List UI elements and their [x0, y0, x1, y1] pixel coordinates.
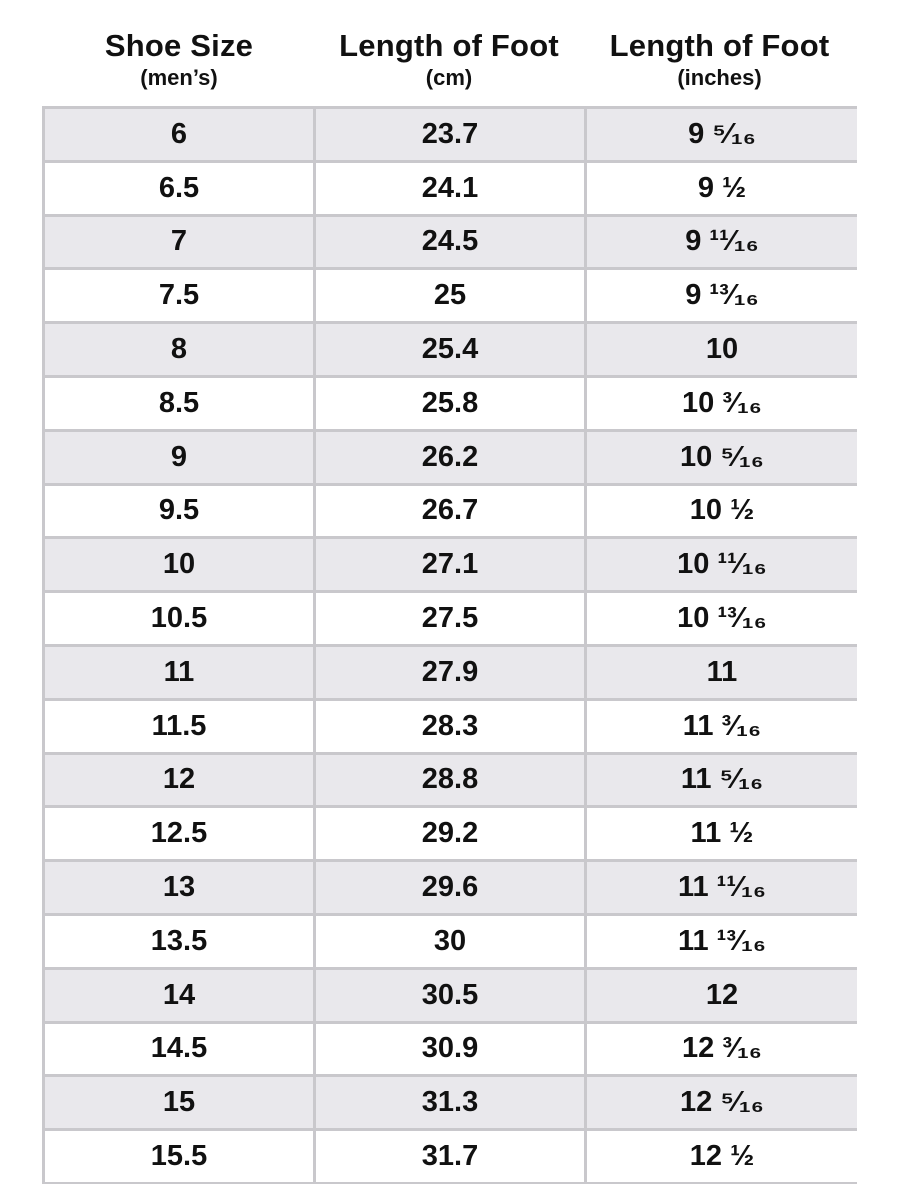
size-conversion-table — [42, 106, 857, 1184]
cell-shoe-size: 13.5 — [45, 916, 313, 967]
cell-length-inches: 9 ½ — [587, 163, 857, 214]
cell-length-inches: 12 ½ — [587, 1131, 857, 1182]
cell-shoe-size: 10.5 — [45, 593, 313, 644]
cell-length-cm: 30.9 — [316, 1024, 584, 1075]
header-length-inches — [584, 28, 855, 108]
cell-length-inches: 11 ¹³⁄₁₆ — [587, 916, 857, 967]
cell-length-cm: 28.8 — [316, 755, 584, 806]
cell-shoe-size: 9.5 — [45, 486, 313, 537]
cell-shoe-size: 7.5 — [45, 270, 313, 321]
cell-shoe-size: 15 — [45, 1077, 313, 1128]
cell-length-cm: 27.5 — [316, 593, 584, 644]
cell-length-inches: 12 — [587, 970, 857, 1021]
cell-length-inches: 9 ¹¹⁄₁₆ — [587, 217, 857, 268]
header-title: Length of Foot — [609, 28, 830, 63]
cell-shoe-size: 10 — [45, 539, 313, 590]
cell-shoe-size: 6.5 — [45, 163, 313, 214]
header-shoe-size — [44, 28, 314, 108]
cell-length-cm: 30 — [316, 916, 584, 967]
cell-length-inches: 10 ⁵⁄₁₆ — [587, 432, 857, 483]
cell-shoe-size: 14.5 — [45, 1024, 313, 1075]
cell-length-inches: 10 ¹³⁄₁₆ — [587, 593, 857, 644]
cell-length-cm: 27.1 — [316, 539, 584, 590]
cell-shoe-size: 15.5 — [45, 1131, 313, 1182]
cell-shoe-size: 9 — [45, 432, 313, 483]
cell-length-cm: 23.7 — [316, 109, 584, 160]
header-subtitle: (men’s) — [140, 65, 218, 90]
cell-length-cm: 26.7 — [316, 486, 584, 537]
cell-shoe-size: 11 — [45, 647, 313, 698]
cell-length-cm: 31.3 — [316, 1077, 584, 1128]
cell-length-inches: 11 ¹¹⁄₁₆ — [587, 862, 857, 913]
cell-length-inches: 10 ¹¹⁄₁₆ — [587, 539, 857, 590]
cell-shoe-size: 6 — [45, 109, 313, 160]
cell-shoe-size: 14 — [45, 970, 313, 1021]
cell-length-inches: 10 ³⁄₁₆ — [587, 378, 857, 429]
cell-shoe-size: 8 — [45, 324, 313, 375]
cell-shoe-size: 12.5 — [45, 808, 313, 859]
cell-length-inches: 11 ³⁄₁₆ — [587, 701, 857, 752]
cell-length-cm: 30.5 — [316, 970, 584, 1021]
cell-length-inches: 11 ½ — [587, 808, 857, 859]
cell-length-inches: 9 ¹³⁄₁₆ — [587, 270, 857, 321]
cell-length-inches: 11 — [587, 647, 857, 698]
cell-length-cm: 25.8 — [316, 378, 584, 429]
cell-length-cm: 25.4 — [316, 324, 584, 375]
cell-length-cm: 25 — [316, 270, 584, 321]
table-header — [44, 28, 855, 108]
cell-length-cm: 31.7 — [316, 1131, 584, 1182]
cell-length-inches: 12 ⁵⁄₁₆ — [587, 1077, 857, 1128]
cell-length-cm: 28.3 — [316, 701, 584, 752]
cell-shoe-size: 12 — [45, 755, 313, 806]
cell-length-inches: 11 ⁵⁄₁₆ — [587, 755, 857, 806]
cell-shoe-size: 7 — [45, 217, 313, 268]
cell-shoe-size: 8.5 — [45, 378, 313, 429]
cell-length-inches: 12 ³⁄₁₆ — [587, 1024, 857, 1075]
cell-length-cm: 26.2 — [316, 432, 584, 483]
header-length-cm — [314, 28, 584, 108]
cell-length-cm: 29.2 — [316, 808, 584, 859]
cell-length-inches: 9 ⁵⁄₁₆ — [587, 109, 857, 160]
cell-shoe-size: 11.5 — [45, 701, 313, 752]
header-subtitle: (cm) — [425, 65, 473, 90]
cell-length-inches: 10 — [587, 324, 857, 375]
cell-length-cm: 24.5 — [316, 217, 584, 268]
header-title: Shoe Size — [104, 28, 254, 63]
cell-shoe-size: 13 — [45, 862, 313, 913]
header-subtitle: (inches) — [677, 65, 762, 90]
cell-length-cm: 29.6 — [316, 862, 584, 913]
cell-length-cm: 27.9 — [316, 647, 584, 698]
cell-length-inches: 10 ½ — [587, 486, 857, 537]
cell-length-cm: 24.1 — [316, 163, 584, 214]
header-title: Length of Foot — [339, 28, 559, 63]
